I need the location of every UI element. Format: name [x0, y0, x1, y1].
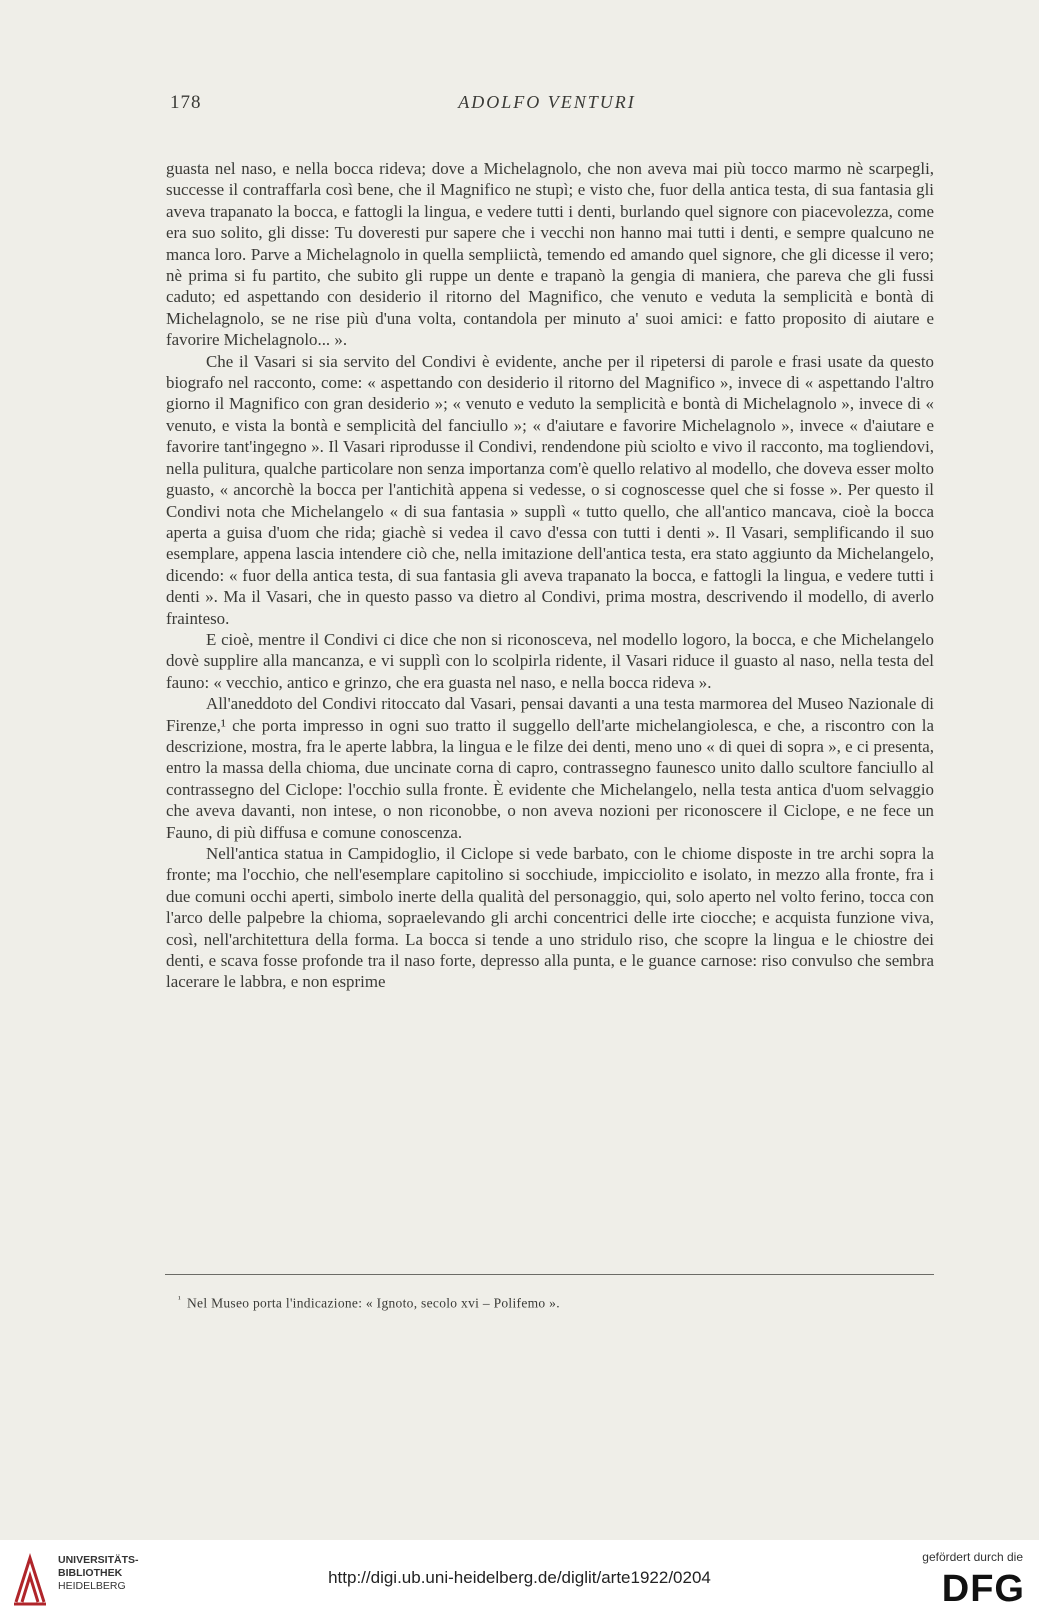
- sponsor-label: gefördert durch die: [922, 1550, 1023, 1564]
- page-number: 178: [170, 92, 202, 113]
- paragraph: E cioè, mentre il Condivi ci dice che non si riconosceva, nel modello logoro, la bocca, e che Michelangelo dovè supplire alla mancanza, e vi supplì con lo scolpirla ridente, il Vasari riduce il guasto al naso, nella testa del fauno: « vecchio, antico e grinzo, che era guasta nel naso, e nella bocca rideva ».: [166, 629, 934, 692]
- page-header: [170, 92, 924, 120]
- paragraph: Che il Vasari si sia servito del Condivi è evidente, anche per il ripetersi di parole e frasi usate da questo biografo nel racconto, come: « aspettando con desiderio il ritorno del Magnifico », invece di « aspettando l'altro giorno il Magnifico con gran desiderio »; « venuto e veduto la semplicità e bontà di Michelagnolo », invece di « venuto, e vista la bontà e semplicità del fanciullo »; « d'aiutare e favorire Michelagnolo », invece « d'aiutare e favorire tant'ingegno ». Il Vasari riprodusse il Condivi, rendendone più sciolto e vivo il racconto, ma togliendovi, nella pulitura, qualche particolare non senza importanza com'è quello relativo al modello, che doveva esser molto guasto, « ancorchè la bocca per l'antichità appena si vedesse, o si cognoscesse quel che si fosse ». Per questo il Condivi nota che Michelangelo « di sua fantasia » supplì « tutto quello, che all'antico mancava, cioè la bocca aperta a guisa d'uom che rida; giachè si vedea il cavo d'essa con tutti i denti ». Il Vasari, semplificando il suo esemplare, appena lascia intendere ciò che, nella imitazione dell'antica testa, era stato aggiunto da Michelangelo, dicendo: « fuor della antica testa, di sua fantasia gli aveva trapanato la bocca, e fattogli la lingua, e vedere tutti i denti ». Ma il Vasari, che in questo passo va dietro al Condivi, prima mostra, descrivendo il modello, di averlo frainteso.: [166, 351, 934, 628]
- viewer-footer: [0, 1540, 1039, 1618]
- permalink-url[interactable]: http://digi.ub.uni-heidelberg.de/diglit/arte1922/0204: [328, 1568, 711, 1587]
- paragraph: All'aneddoto del Condivi ritoccato dal Vasari, pensai davanti a una testa marmorea del Museo Nazionale di Firenze,¹ che porta impresso in ogni suo tratto il suggello dell'arte michelangiolesca, e che, a riscontro con la descrizione, mostra, fra le aperte labbra, la lingua e le filze dei denti, meno uno « di quei di sopra », e ci presenta, entro la massa della chioma, due uncinate corna di capro, contrassegno faunesco unito dallo scultore fanciullo al contrassegno del Ciclope: l'occhio sulla fronte. È evidente che Michelangelo, nella testa antica d'uom selvaggio che aveva davanti, non intese, o non riconobbe, o non aveva nozioni per riconoscere il Ciclope, e ne fece un Fauno, di più diffusa e comune conoscenza.: [166, 694, 934, 842]
- body-text: [166, 158, 934, 993]
- footnote-marker: ¹: [178, 1294, 181, 1304]
- paragraph: Nell'antica statua in Campidoglio, il Ciclope si vede barbato, con le chiome disposte in tre archi sopra la fronte; ma l'occhio, che nell'esemplare capitolino si socchiude, impicciolito e isolato, in mezzo alla fronte, fra i due comuni occhi aperti, simbolo inerte della qualità del personaggio, qui, solo aperto nel volto ferino, tocca con l'arco delle palpebre la chioma, sopraelevando gli archi concentrici delle irte ciocche; e acquista funzione viva, così, nell'architettura della forma. La bocca si tende a uno stridulo riso, che scopre la lingua e le chiostre dei denti, e scava fosse profonde tra il naso forte, depresso alla punta, e le guance carnose: riso convulso che sembra lacerare le labbra, e non esprime: [166, 844, 934, 992]
- footnote-text: Nel Museo porta l'indicazione: « Ignoto, secolo xvi – Polifemo ».: [187, 1295, 560, 1311]
- footnote-divider: [165, 1274, 934, 1275]
- dfg-logo-icon[interactable]: DFG: [941, 1568, 1025, 1610]
- university-library-name: UNIVERSITÄTS- BIBLIOTHEK HEIDELBERG: [58, 1554, 139, 1592]
- footnote: [178, 1294, 560, 1312]
- paragraph: guasta nel naso, e nella bocca rideva; dove a Michelagnolo, che non aveva mai più tocco marmo nè scarpegli, successe il contraffarla così bene, che il Magnifico ne stupì; e visto che, fuor della antica testa, di sua fantasia gli aveva trapanato la bocca, e fattogli la lingua, e vedere tutti i denti, burlando quel signore con piacevolezza, come era suo solito, gli disse: Tu doveresti pur sapere che i vecchi non hanno mai tutti i denti, e sempre qualcuno ne manca loro. Parve a Michelagnolo in quella sempliictà, temendo ed amando quel signore, che gli dicesse il vero; nè prima si fu partito, che subito gli ruppe un dente e trapanò la gengia di maniera, che pareva che gli fussi caduto; ed aspettando con desiderio il ritorno del Magnifico, che venuto e veduta la semplicità e bontà di Michelagnolo, se ne rise più d'una volta, contandola per minuto a' suoi amici: e fatto proposito di aiutare e favorire Michelagnolo... ».: [166, 159, 934, 350]
- running-head: ADOLFO VENTURI: [458, 92, 636, 112]
